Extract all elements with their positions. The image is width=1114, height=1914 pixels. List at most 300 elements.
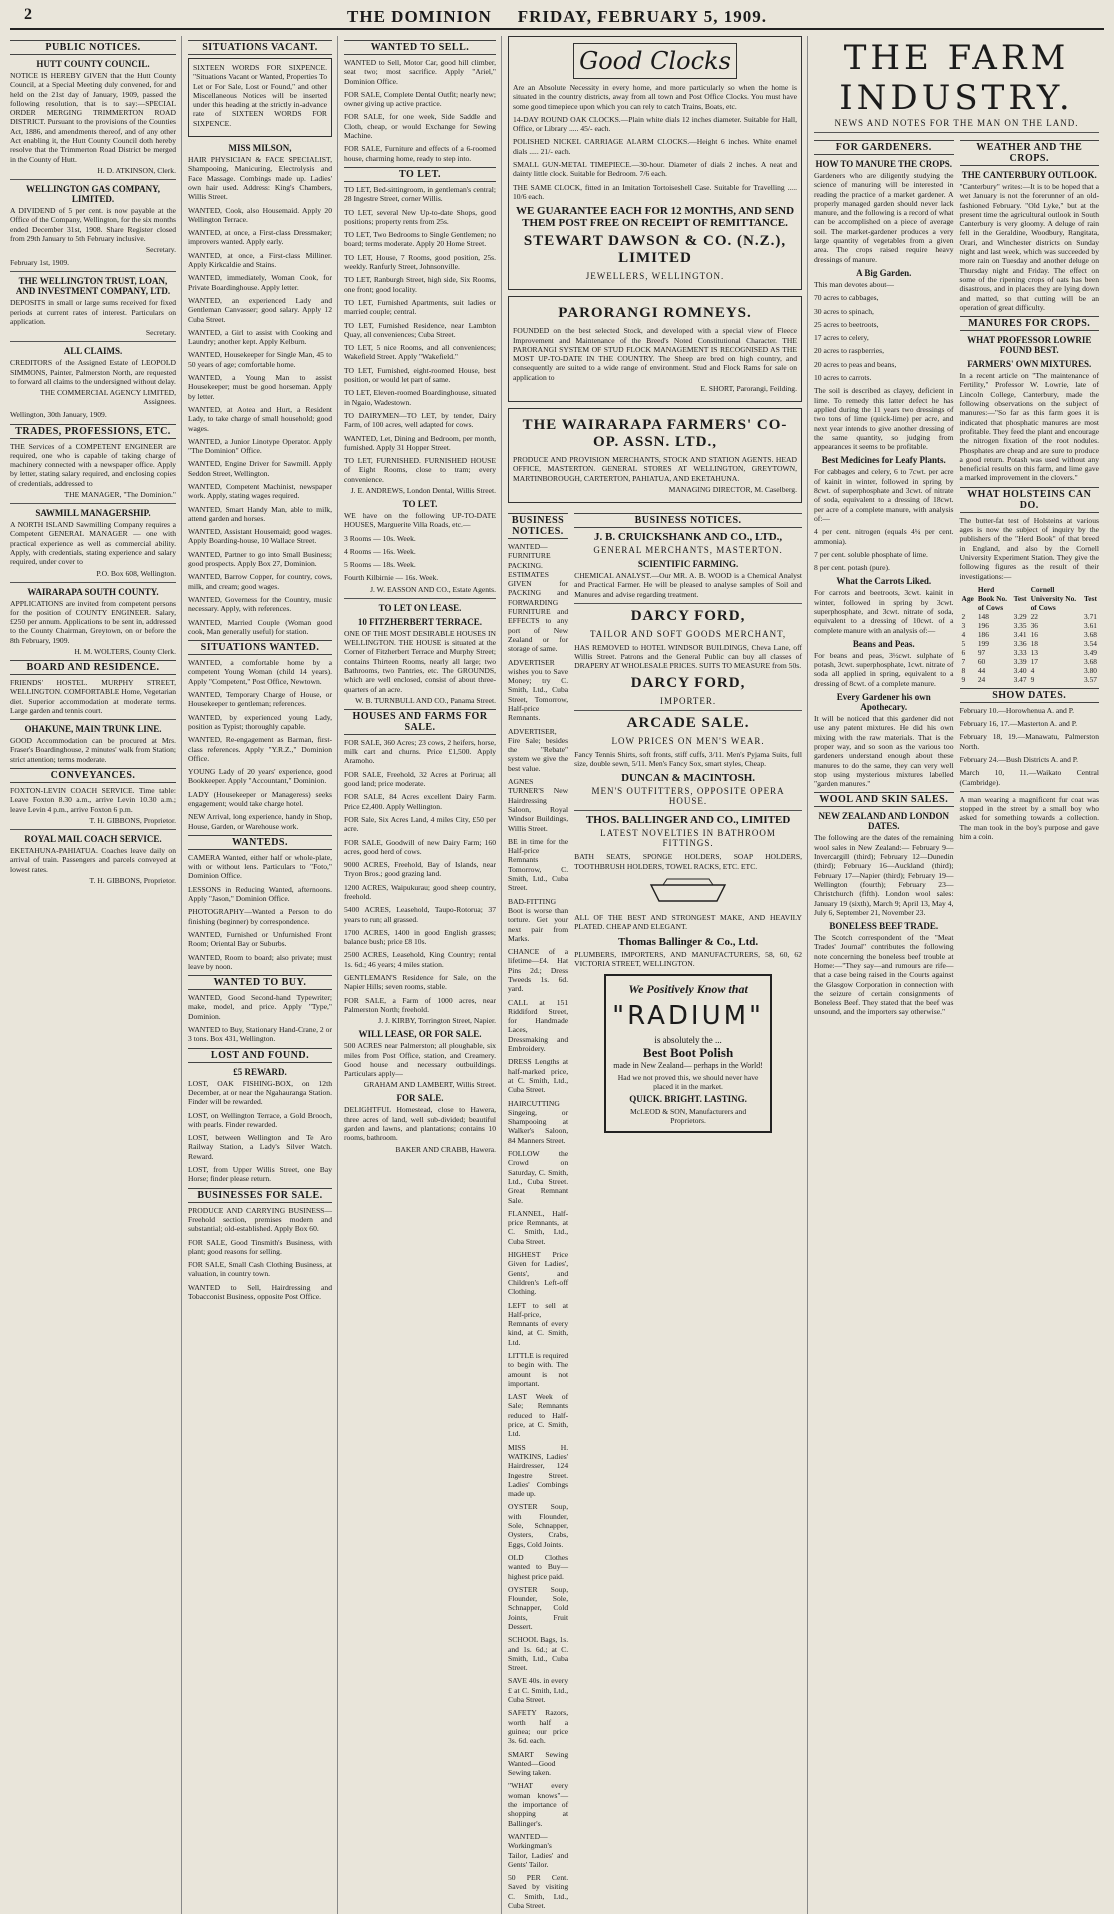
notice-signature: T. H. GIBBONS, Proprietor. [89, 875, 176, 885]
houses-list [344, 534, 496, 583]
bath-fitting-icon [643, 875, 733, 909]
table-cell: 22 [1030, 611, 1038, 621]
section-heading: BUSINESSES FOR SALE. [188, 1188, 332, 1203]
classified-ad: LADY (Housekeeper or Manageress) seeks engagement; would take charge hotel. [188, 789, 332, 808]
classified-ad: WANTED, Barrow Copper, for country, cows, milk, and cream; good wages. [188, 572, 332, 591]
column-property [344, 36, 502, 1914]
classified-ad: TO LET, Furnished Residence, near Lambton Quay, all conveniences; Cuba Street. [344, 320, 496, 339]
classified-ad: FOR SALE, Good Tinsmith's Business, with plant; good reasons for selling. [188, 1237, 332, 1256]
list-item: POLISHED NICKEL CARRIAGE ALARM CLOCKS.—Height 6 inches. White enamel dials ..... 21/- each. [513, 137, 797, 156]
table-cell: 7 [961, 656, 966, 666]
ad-text: HAIR PHYSICIAN & FACE SPECIALIST, Shampooing, Manicuring, Electrolysis and Face Massage. Combings made up. Ladies' own hair used. Address: King's Chambers, Willis Street. [188, 155, 332, 202]
notice-text: NOTICE IS HEREBY GIVEN that the Hutt County Council, at a Special Meeting duly convened, for and held on the 21st day of January, 1909, passed the following resolution, that is to say:—SPECIAL ORDER MERGING TRIMMERTON ROAD DISTRICT. Pursuant to the provisions of the Counties Act, 1886, and amendments thereof, and of any other Act enabling it, the Hutt County Council doth hereby resolve that the Trimmerton Road District be merged in the County of Hutt. [10, 71, 176, 164]
ad-title: TO LET. [402, 498, 438, 509]
list-item: 25 acres to beetroots, [814, 319, 879, 329]
classified-ad: PHOTOGRAPHY—Wanted a Person to do finishing (beginner) by correspondence. [188, 907, 332, 926]
duncan-heading: DUNCAN & MACINTOSH. [621, 772, 756, 785]
business-notice: OLD Clothes wanted to Buy—highest price paid. [508, 1552, 569, 1581]
table-cell: 196 [977, 620, 989, 630]
duncan-sub: MEN'S OUTFITTERS, OPPOSITE OPERA HOUSE. [591, 786, 785, 807]
notice-signature: THE MANAGER, "The Dominion." [64, 490, 176, 500]
notice-text: A NORTH ISLAND Sawmilling Company requires a Competent GENERAL MANAGER — one with practical experience as well as commercial ability. Apply, with credentials, stating experience and salary required, under cover to [10, 520, 176, 567]
reward-heading: £5 REWARD. [233, 1066, 287, 1077]
classified-ad: TO LET, Eleven-roomed Boardinghouse, situated in Ngaio, Wadestown. [344, 388, 496, 407]
section-heading: BUSINESS NOTICES. [574, 513, 802, 528]
notice-signature: H. D. ATKINSON, Clerk. [97, 165, 176, 175]
article-text: In a recent article on "The maintenance of Fertility," Professor W. Lowrie, late of Lincoln College, Canterbury, made the following observations on the subject of manures:—"So far as this farm goes it is indicated that phosphatic manures are most profitable. They feed the plant and encourage the nitrogen fixation of the root nodules. Phosphates are cheap and are sure to produce a good return. Potash was used without any beneficial results on this farm, and lime gave a marked improvement in the clovers." [959, 371, 1099, 483]
cruickshank-heading: J. B. CRUICKSHANK AND CO., LTD., [593, 530, 783, 543]
table-header-cell: Cornell University No. of Cows [1030, 584, 1077, 612]
classified-ad: LOST, OAK FISHING-BOX, on 12th December, at or near the Ngahauranga Station. Finder will be rewarded. [188, 1078, 332, 1107]
classified-ad: TO LET, House, 7 Rooms, good position, 25s. weekly. Ranfurly Street, Johnsonville. [344, 252, 496, 272]
ad-signature: J. E. ANDREWS, London Dental, Willis Street. [350, 485, 496, 495]
classified-ad: FOR SALE, Complete Dental Outfit; nearly new; owner giving up active practice. [344, 89, 496, 109]
notice-text: CREDITORS of the Assigned Estate of LEOPOLD SIMMONS, Painter, Palmerston North, are requested to forward all claims to the undersigned without delay. [10, 358, 176, 386]
classified-ad: WANTED, Engine Driver for Sawmill. Apply Seddon Street, Wellington. [188, 459, 332, 478]
scientific-heading: SCIENTIFIC FARMING. [637, 558, 739, 569]
classified-ad: WANTED to Buy, Stationary Hand-Crane, 2 or 3 tons. Box 431, Wellington. [188, 1025, 332, 1044]
notice-date: February 1st, 1909. [10, 258, 70, 268]
table-cell: 3.41 [1013, 629, 1027, 639]
article-title: HOW TO MANURE THE CROPS. [815, 159, 953, 169]
list-item: 30 acres to spinach, [814, 306, 874, 316]
business-notice: CHANCE of a lifetime—£4. Hat Pins 2d.; Dress Tweeds 1s. 6d. yard. [508, 947, 569, 994]
classified-ad: WANTED, Room to board; also private; must leave by noon. [188, 952, 332, 971]
classified-ad: FOR Sale, Six Acres Land, 4 miles City, £50 per acre. [344, 814, 496, 834]
table-header-cell: Age [961, 593, 974, 603]
column-situations [188, 36, 338, 1914]
classified-ad: WANTED, Let, Dining and Bedroom, per month, furnished. Apply 31 Hopper Street. [344, 433, 496, 452]
classified-ad: WANTED, Cook, also Housemaid. Apply 20 Wellington Terrace. [188, 205, 332, 224]
article-subhead: Best Medicines for Leafy Plants. [821, 455, 946, 466]
business-notice: SCHOOL Bags, 1s. and 1s. 6d.; at C. Smith, Ltd., Cuba Street. [508, 1635, 569, 1673]
list-item: 70 acres to cabbages, [814, 293, 879, 303]
list-item: February 16, 17.—Masterton A. and P. [959, 719, 1077, 729]
notice-signature: T. H. GIBBONS, Proprietor. [89, 815, 176, 825]
table-cell: 24 [977, 674, 986, 684]
table-cell: 8 [961, 665, 966, 675]
business-notices-list [508, 542, 568, 1910]
classified-ad: TO LET, Ranburgh Street, high side, Six Rooms, one front; good locality. [344, 275, 496, 294]
issue-date: FRIDAY, FEBRUARY 5, 1909. [517, 7, 767, 26]
classified-ad: WANTED, Good Second-hand Typewriter; make, model, and price. Apply "Type," Dominion. [188, 993, 332, 1021]
table-cell: 3 [961, 620, 966, 630]
business-notices-area [508, 509, 802, 1914]
table-cell: 44 [977, 665, 986, 675]
section-heading: PUBLIC NOTICES. [10, 40, 176, 55]
arcade-sub: LOW PRICES ON MEN'S WEAR. [611, 735, 765, 746]
classified-ad: TO LET, Two Bedrooms to Single Gentlemen; no board; terms moderate. Apply 20 Home Street. [344, 230, 496, 249]
list-item: 7 per cent. soluble phosphate of lime. [814, 549, 928, 559]
darcy-heading-2: DARCY FORD, [630, 674, 746, 691]
table-cell: 199 [977, 638, 989, 648]
rates-box [188, 58, 332, 137]
notice-text: GOOD Accommodation can be procured at Mrs. Fraser's Boardinghouse, 2 minutes' walk from Station; strict attention; terms moderate. [10, 736, 176, 764]
ballinger-sub: LATEST NOVELTIES IN BATHROOM FITTINGS. [600, 828, 776, 849]
classified-ad: 9000 ACRES, Freehold, Bay of Islands, near Tryon Bros.; good grazing land. [344, 860, 496, 879]
parorangi-ad [508, 296, 802, 402]
table-row [960, 630, 1100, 639]
table-cell: 3.54 [1084, 638, 1097, 648]
classified-ad: GENTLEMAN'S Residence for Sale, on the Napier Hills; seven rooms, stable. [344, 973, 496, 992]
table-header-cell: Herd Book No. of Cows [977, 584, 1007, 612]
notice-signature: THE COMMERCIAL AGENCY LIMITED, Assignees. [40, 388, 176, 407]
radium-word: "RADIUM" [612, 1001, 764, 1032]
to-let-list [344, 185, 496, 484]
business-notice: AGNES TURNER'S New Hairdressing Saloon, Royal Windsor Buildings, Willis Street. [508, 777, 569, 833]
table-cell: 3.36 [1013, 638, 1027, 648]
classified-ad: FOR SALE, 360 Acres; 23 cows, 2 heifers, horse, milk cart and churns. Price £1,500. Apply Aramoho. [344, 737, 496, 766]
article-text: It will be noticed that this gardener did not use any patent mixtures. He did his own mixing with the raw materials. That is the proper way, and so soon as the various too gardeners understand enough about these manures to do the same, they can very well stop using mysterious mixtures labelled "garden manures." [814, 714, 954, 789]
page-number: 2 [24, 6, 33, 23]
list-item: 20 acres to peas and beans, [814, 359, 897, 369]
classified-ad: FOR SALE, 84 Acres excellent Dairy Farm. Price £2,400. Apply Wellington. [344, 792, 496, 811]
notice-title: HUTT COUNTY COUNCIL. [36, 59, 150, 69]
list-item: 4 Rooms — 16s. Week. [344, 546, 416, 556]
business-notice: ADVERTISER, Fire Sale; besides the "Rebate" system we give the best value. [508, 726, 569, 773]
section-heading: MANURES FOR CROPS. [960, 316, 1100, 331]
arcade-heading: ARCADE SALE. [626, 714, 750, 731]
classified-ad: WANTED, at once, a First-class Dressmaker; improvers wanted. Apply early. [188, 228, 332, 247]
classified-ad: WANTED, Housekeeper for Single Man, 45 to 50 years of age; comfortable home. [188, 350, 332, 369]
table-cell: 3.71 [1084, 611, 1097, 621]
business-notice: BE in time for the Half-price Remnants Tomorrow, C. Smith, Ltd., Cuba Street. [508, 836, 569, 893]
wairarapa-farmers-ad [508, 408, 802, 503]
classified-ad: 5400 ACRES, Leasehold, Taupo-Rotorua; 37 years to run; all grassed. [344, 905, 496, 924]
business-notice: BAD-FITTING Boot is worse than torture. Get your next pair from Marks. [508, 896, 569, 943]
classified-ad: CAMERA Wanted, either half or whole-plate, with or without lens. Particulars to "Foto," Dominion Office. [188, 852, 332, 881]
table-row [960, 666, 1100, 675]
business-notice: LEFT to sell at Half-price, Remnants of every kind, at C. Smith, Ltd. [508, 1300, 569, 1347]
classified-ad: WANTED, at once, a First-class Milliner. Apply Kirkcaldie and Stains. [188, 250, 332, 270]
section-heading: WANTED TO BUY. [188, 975, 332, 990]
table-cell: 3.49 [1084, 647, 1097, 657]
list-item: Fourth Kilbirnie — 16s. Week. [344, 573, 439, 583]
list-item: SMALL GUN-METAL TIMEPIECE.—30-hour. Diameter of dials 2 inches. A neat and dainty little clock. Suitable for Bedroom. 7/6 each. [513, 160, 797, 179]
business-notice: MISS H. WATKINS, Ladies' Hairdresser, 124 Ingestre Street. Ladies' Combings made up. [508, 1442, 569, 1499]
business-notices-right [574, 509, 802, 1914]
list-item: 3 Rooms — 10s. Week. [344, 533, 416, 543]
classified-ad: TO LET, several New Up-to-date Shops, good positions; property rents from 25s. [344, 207, 496, 226]
table-header-cell: Test [1084, 593, 1097, 603]
show-dates-list [960, 706, 1100, 787]
classified-ad: WANTED, Governess for the Country, music necessary. Apply, with references. [188, 594, 332, 614]
table-cell: 186 [977, 629, 989, 639]
notice-signature: Secretary. [145, 245, 176, 255]
list-item: 5 Rooms — 18s. Week. [344, 560, 416, 570]
classified-ad: WANTED, at Aotea and Hurt, a Resident Lady, to take charge of small household; good wages. [188, 404, 332, 433]
article-subhead: What the Carrots Liked. [836, 576, 932, 587]
farm-columns [814, 136, 1099, 1021]
wairarapa-heading: THE WAIRARAPA FARMERS' CO-OP. ASSN. LTD., [522, 417, 788, 451]
table-cell: 3.61 [1084, 620, 1097, 630]
table-cell: 60 [977, 656, 986, 666]
classified-ad: PRODUCE AND CARRYING BUSINESS—Freehold section, premises modern and substantial; old-established. Apply Box 60. [188, 1205, 332, 1234]
business-notice: OYSTER Soup, Flounder, Sole, Schnapper, Cold Joints, Fruit Dessert. [508, 1584, 569, 1631]
section-heading: SITUATIONS WANTED. [188, 640, 332, 655]
section-heading: WANTED TO SELL. [344, 40, 496, 55]
table-row [960, 648, 1100, 657]
classified-ad: LOST, on Wellington Terrace, a Gold Brooch, with pearls. Finder rewarded. [188, 1110, 332, 1129]
wanteds-list [188, 853, 332, 971]
business-notice: SMART Sewing Wanted—Good Sewing taken. [508, 1749, 569, 1778]
classified-ad: LOST, between Wellington and Te Aro Railway Station, a Lady's Silver Watch. Reward. [188, 1133, 332, 1161]
ad-text: 500 ACRES near Palmerston; all ploughable, six miles from Post Office, station, and Creamery. Good house and necessary outbuildings. Particulars apply— [344, 1041, 496, 1079]
table-row [960, 657, 1100, 666]
table-cell: 3.40 [1013, 665, 1027, 675]
radium-maker: McLEOD & SON, Manufacturers and Proprietors. [629, 1107, 747, 1126]
classified-ad: NEW Arrival, long experience, handy in Shop, House, Garden, or Warehouse work. [188, 812, 332, 831]
table-cell: 3.68 [1084, 656, 1097, 666]
classified-ad: WANTED, a Junior Linotype Operator. Apply "The Dominion" Office. [188, 436, 332, 456]
classified-ad: TO LET, Bed-sittingroom, in gentleman's central; 28 Ingestre Street, corner Willis. [344, 184, 496, 204]
article-subhead: A Big Garden. [856, 267, 912, 278]
table-cell: 97 [977, 647, 986, 657]
table-cell: 9 [961, 674, 966, 684]
table-row [960, 639, 1100, 648]
table-cell: 3.35 [1013, 620, 1027, 630]
arcade-text: Fancy Tennis Shirts, soft fronts, stiff cuffs, 3/11. Men's Pyjama Suits, full size, double sewn, 5/11. Men's Fancy Sox, smart styles, Cheap. [574, 749, 802, 769]
classified-ad: FOR SALE, a Farm of 1000 acres, near Palmerston North; freehold. [344, 995, 496, 1014]
business-notice: DRESS Lengths at half-marked price, at C. Smith, Ltd., Cuba Street. [508, 1057, 569, 1095]
table-cell: 5 [961, 638, 966, 648]
business-notice: ADVERTISER wishes you to Save Money; try C. Smith, Ltd., Cuba Street, Tomorrow, Half-price Remnants. [508, 657, 569, 723]
section-heading: SHOW DATES. [960, 688, 1100, 703]
classified-ad: WANTED, Married Couple (Woman good cook, Man generally useful) for station. [188, 617, 332, 636]
radium-ad [604, 974, 772, 1133]
column-farm-industry [814, 36, 1104, 1914]
ad-signature: J. W. EASSON AND CO., Estate Agents. [370, 584, 496, 594]
list-item: February 10.—Horowhenua A. and P. [959, 705, 1075, 715]
classified-ad: WANTED, an experienced Lady and Gentleman Canvasser; good salary. Apply 12 Cuba Street. [188, 295, 332, 324]
ballinger-text: ALL OF THE BEST AND STRONGEST MAKE, AND HEAVILY PLATED. CHEAP AND ELEGANT. [574, 912, 802, 932]
notice-signature: P.O. Box 608, Wellington. [96, 568, 176, 578]
list-item: 4 per cent. nitrogen (equals 4¼ per cent. ammonia). [814, 527, 954, 546]
chemical-text: CHEMICAL ANALYST.—Our MR. A. B. WOOD is a Chemical Analyst and Practical Farmer. He will be pleased to analyse samples of Soil and Manures and advise regarding treatment. [574, 570, 802, 599]
notice-text: THE Services of a COMPETENT ENGINEER are required, one who is capable of taking charge of machinery connected with a newspaper office. Apply by letter, stating salary required, and enclosing copies of credentials, addressed to [10, 441, 176, 488]
notice-text: DEPOSITS in small or large sums received for fixed periods at current rates of interest. Particulars on application. [10, 298, 176, 327]
darcy-text: HAS REMOVED to HOTEL WINDSOR BUILDINGS, Cheva Lane, off Willis Street. Patrons and the General Public can buy all classes of DRAPERY AT WHOLESALE PRICES. SUITS TO MEASURE from 50s. [574, 642, 802, 671]
ad-title: WILL LEASE, OR FOR SALE. [358, 1029, 482, 1040]
section-heading: CONVEYANCES. [10, 768, 176, 783]
clocks-ad [508, 36, 802, 290]
ad-text: WE have on the following UP-TO-DATE HOUSES, Marguerite Villa Roads, etc.— [344, 510, 496, 530]
business-notice: WANTED—FURNITURE PACKING. ESTIMATES GIVEN for PACKING and FORWARDING FURNITURE and EFFECTS to any port of New Zealand or for storage of same. [508, 541, 569, 654]
section-heading: TRADES, PROFESSIONS, ETC. [10, 424, 176, 439]
article-text: A man wearing a magnificent fur coat was stopped in the street by a small boy who asked for something towards a collection. The man took in the boy's purpose and gave him a coin. [959, 794, 1099, 842]
classified-ad: WANTED, Competent Machinist, newspaper work. Apply, stating wages required. [188, 481, 332, 501]
classified-ad: FOR SALE, Furniture and effects of a 6-roomed house, charming home, ready to step into. [344, 144, 496, 163]
parorangi-heading: PARORANGI ROMNEYS. [558, 305, 752, 322]
notice-title: OHAKUNE, MAIN TRUNK LINE. [24, 724, 162, 735]
classified-ad: FOR SALE, Freehold, 32 Acres at Porirua; all good land; price moderate. [344, 769, 496, 789]
notice-text: A DIVIDEND of 5 per cent. is now payable at the Office of the Company, Wellington, for the six months ended December 31st, 1908. Share Register closed from 29th January to 5th February inclusive. [10, 205, 176, 243]
wanted-to-buy-list [188, 993, 332, 1043]
classified-ad: 2500 ACRES, Leasehold, King Country; rental 1s. 6d.; 46 years; 4 miles station. [344, 950, 496, 969]
article-text: For carrots and beetroots, 3cwt. kainit in winter, followed in spring by 3cwt. superphosphate, and 3cwt. nitrate of soda, equivalent to a dressing of 10cwt. of a complete manure with an analysis of:— [814, 588, 954, 635]
classified-ad: LESSONS in Reducing Wanted, afternoons. Apply "Jason," Dominion Office. [188, 884, 332, 904]
business-notice: WANTED—Workingman's Tailor, Ladies' and Gents' Tailor. [508, 1831, 569, 1869]
column-display-ads [508, 36, 808, 1914]
radium-is: is absolutely the ... [654, 1035, 722, 1046]
notice-date: Wellington, 30th January, 1909. [10, 410, 107, 420]
ad-text: ONE OF THE MOST DESIRABLE HOUSES IN WELLINGTON. THE HOUSE is situated at the Corner of Fitzherbert Terrace and Murphy Street; contains Thirteen Rooms, nearly all large; two Bathrooms, two Pantries, etc. The GROUNDS, which are well enclosed, consist of about three-quarters of an acre. [344, 628, 496, 694]
classified-ad: FOR SALE, Small Cash Clothing Business, at valuation, in country town. [188, 1260, 332, 1279]
stewart-dawson-sub: JEWELLERS, WELLINGTON. [585, 271, 725, 282]
table-cell: 17 [1030, 656, 1038, 666]
business-notice: FLANNEL, Half-price Remnants, at C. Smith, Ltd., Cuba Street. [508, 1208, 569, 1246]
classified-ad: TO LET, Furnished, eight-roomed House, best position, or would let part of same. [344, 365, 496, 385]
classified-ad: WANTED to Sell, Hairdressing and Tobacconist Business, opposite Post Office. [188, 1282, 332, 1301]
farm-right [960, 136, 1100, 1021]
article-subhead: FARMERS' OWN MIXTURES. [967, 359, 1092, 370]
classified-ad: WANTED, a comfortable home by a competent Young Woman (child 14 years). Apply "Competent," Post Office, Newtown. [188, 658, 332, 686]
classified-ad: WANTED, Assistant Housemaid; good wages. Apply Boarding-house, 10 Wallace Street. [188, 527, 332, 546]
cruickshank-sub: GENERAL MERCHANTS, MASTERTON. [593, 544, 783, 555]
lost-found-list [188, 1079, 332, 1184]
section-heading: BOARD AND RESIDENCE. [10, 660, 176, 675]
ballinger-heading: THOS. BALLINGER AND CO., LIMITED [585, 814, 791, 827]
classified-ad: WANTED, Temporary Charge of House, or Housekeeper to gentleman; references. [188, 690, 332, 709]
notice-title: WAIRARAPA SOUTH COUNTY. [27, 586, 159, 597]
business-notice: CALL at 151 Riddiford Street, for Handmade Laces, Dressmaking and Embroidery. [508, 997, 569, 1054]
ad-text: DELIGHTFUL Homestead, close to Hawera, three acres of land, well sub-divided; beautiful garden and lawns, and plantations; contains 10 rooms, bathroom. [344, 1105, 496, 1143]
table-header-row [960, 585, 1100, 612]
section-heading: WOOL AND SKIN SALES. [814, 792, 954, 807]
list-item: 10 acres to carrots. [814, 373, 872, 383]
darcy-sub: TAILOR AND SOFT GOODS MERCHANT, [589, 628, 787, 639]
table-cell: 18 [1030, 638, 1038, 648]
article-subhead: NEW ZEALAND AND LONDON DATES. [818, 811, 950, 832]
clocks-guarantee: WE GUARANTEE EACH FOR 12 MONTHS, AND SEND THEM POST FREE ON RECEIPT OF REMITTANCE. [515, 205, 795, 230]
ad-signature: BAKER AND CRABB, Hawera. [395, 1144, 496, 1154]
business-notice: OYSTER Soup, with Flounder, Sole, Schnapper, Oysters, Crabs, Eggs, Cold Joints. [508, 1502, 569, 1549]
classified-ad: FOR SALE, for one week, Side Saddle and Cloth, cheap, or would Exchange for Sewing Machine. [344, 112, 496, 141]
classified-ad: WANTED, Smart Handy Man, able to milk, attend garden and horses. [188, 504, 332, 523]
table-cell: 3.47 [1013, 674, 1027, 684]
classified-ad: WANTED, Re-engagement as Barman, first-class references. Apply "Y.R.Z.," Dominion Office. [188, 735, 332, 763]
wairarapa-signature: MANAGING DIRECTOR, M. Caselberg. [668, 484, 797, 494]
list-item: 14-DAY ROUND OAK CLOCKS.—Plain white dials 12 inches diameter. Suitable for Hall, Office, or Library ..... 45/- each. [513, 114, 797, 134]
clocks-heading: Good Clocks [573, 43, 737, 79]
list-item: 8 per cent. potash (pure). [814, 563, 890, 573]
notice-title: THE WELLINGTON TRUST, LOAN, AND INVESTMENT COMPANY, LTD. [15, 276, 171, 297]
article-subhead: Beans and Peas. [852, 638, 915, 649]
classified-ad: WANTED to Sell, Motor Car, good hill climber, seat two; most sacrifice. Apply "Ariel," Dominion Office. [344, 58, 496, 86]
wanted-to-sell-list [344, 58, 496, 163]
section-heading: SITUATIONS VACANT. [188, 40, 332, 55]
section-heading: TO LET. [344, 167, 496, 182]
list-item: 17 acres to celery, [814, 333, 869, 343]
leafy-list [814, 527, 954, 572]
ballinger-address: PLUMBERS, IMPORTERS, AND MANUFACTURERS, 58, 60, 62 VICTORIA STREET, WELLINGTON. [574, 949, 802, 968]
farm-industry-title: THE FARM INDUSTRY. [839, 38, 1074, 118]
table-cell: 3.33 [1013, 647, 1027, 657]
table-cell: 16 [1030, 629, 1038, 639]
section-heading: WEATHER AND THE CROPS. [960, 140, 1100, 166]
article-text: The Scotch correspondent of the "Meat Trades' Journal" contributes the following note concerning the boneless beef trouble at Home:—"They say—and rumours are rife—that a case being raised in the Courts against the Glasgow Corporation in connection with the seizure of certain consignments of Boneless Beef. They stated that the beef was unsound, and the importers say otherwise." [814, 933, 954, 1017]
business-notice: SAVE 40s. in every £ at C. Smith, Ltd., Cuba Street. [508, 1676, 569, 1705]
notice-signature: Secretary. [145, 328, 176, 338]
notice-title: WELLINGTON GAS COMPANY, LIMITED. [25, 183, 161, 204]
notice-text: APPLICATIONS are invited from competent persons for the position of COUNTY ENGINEER. Salary, £250 per annum. Applications to be sent in, addressed to the County Chairman, Greytown, on or before the 8th February, 1909. [10, 598, 176, 645]
article-text: For cabbages and celery, 6 to 7cwt. per acre of kainit in winter, followed in spring by 8cwt. of superphosphate and 3cwt. of nitrate of soda, equivalent to a dressing of 18cwt. per acre of a complete manure, with analysis of:— [814, 467, 954, 523]
stewart-dawson: STEWART DAWSON & CO. (N.Z.), LIMITED [523, 233, 787, 267]
table-cell: 4 [961, 629, 966, 639]
article-text: Gardeners who are diligently studying the science of manuring will be interested in reading the practice of a market gardener. A properly managed garden should never lack manure, and the following is a record of what can be accomplished on a piece of average soil. The market-gardener produces a very large quantity of vegetables from a given area. The crops raised require heavy dressings of manure. [814, 171, 954, 264]
ad-signature: W. B. TURNBULL AND CO., Panama Street. [355, 695, 496, 705]
section-heading: WHAT HOLSTEINS CAN DO. [960, 487, 1100, 513]
clocks-list [513, 115, 797, 201]
business-notice: HAIRCUTTING Singeing, or Shampooing at Walker's Saloon, 84 Manners Street. [508, 1098, 569, 1145]
farm-industry-subtitle: NEWS AND NOTES FOR THE MAN ON THE LAND. [834, 118, 1079, 128]
ad-title: TO LET ON LEASE. [378, 602, 462, 613]
article-text: The soil is described as clayey, deficient in lime. To remedy this latter defect he has applied during the 11 years two dressings of two tons of lime (quick-lime) per acre, and next year intends to give another dressing of the same quantity, so judging from appearances it seems to be profitable. [814, 386, 954, 452]
houses-farms-list [344, 738, 496, 1014]
classified-ad: WANTED, by experienced young Lady, position as Typist; thoroughly capable. [188, 712, 332, 731]
notice-title: ALL CLAIMS. [63, 346, 123, 357]
business-notices-left [508, 509, 568, 1914]
article-text: "Canterbury" writes:—It is to be hoped that a wet January is not the forerunner of an old-fashioned February. "Old Lyke," but at the present time the agricultural outlook in South Canterbury is very gloomy. A deluge of rain fell in the Geraldine, Woodbury, Rangitata, Orari, and Winchester districts on Sunday night and last week, which was succeeded by more rain on Tuesday and another deluge on Thursday night and Friday. The effect on some of the ripening crops of oats has been disastrous, and in places they are lying down and matted, so that cutting will be an operation of great difficulty. [959, 182, 1099, 312]
article-text: The following are the dates of the remaining wool sales in New Zealand:— February 9—Invercargill (third); February 12—Dunedin (third); February 16—Auckland (third); February 17—Napier (third); February 19—Wellington (fourth); February 23—Christchurch (fifth). London wool sales: January 19 (sixth), March 9; April 13, May 4, July 6, September 21, November 23. [814, 833, 954, 917]
newspaper-title: THE DOMINION [347, 7, 492, 26]
radium-proof: Had we not proved this, we should never have placed it in the market. [617, 1073, 759, 1092]
masthead [10, 6, 1104, 30]
list-item: THE SAME CLOCK, fitted in an Imitation Tortoiseshell Case. Suitable for Travelling ..... 10/6 each. [513, 182, 797, 201]
notice-signature: H. M. WOLTERS, County Clerk. [74, 646, 176, 656]
table-row [960, 675, 1100, 684]
table-cell: 3.29 [1013, 611, 1027, 621]
radium-made: made in New Zealand— perhaps in the World! [613, 1061, 763, 1071]
farm-left [814, 136, 954, 1021]
classified-ad: TO LET, Furnished Apartments, suit ladies or married couple; central. [344, 297, 496, 317]
rates-text: SIXTEEN WORDS FOR SIXPENCE. "Situations Vacant or Wanted, Properties To Let or For Sale, Lost or Found," and other Miscellaneous Notices will be inserted under this heading at the strictly in-advance rate of SIXTEEN WORDS FOR SIXPENCE. [193, 63, 327, 128]
article-text: For beans and peas, 3½cwt. sulphate of potash, 3cwt. superphosphate, 1cwt. nitrate of soda all applied in spring, equivalent to a dressing of 8cwt. of a complete manure. [814, 650, 954, 688]
table-cell: 3.68 [1084, 629, 1097, 639]
garden-list [814, 293, 954, 382]
parorangi-signature: E. SHORT, Parorangi, Feilding. [700, 384, 797, 394]
business-notice: "WHAT every woman knows"—the importance of shopping at Ballinger's. [508, 1781, 569, 1828]
ad-subtitle: 10 FITZHERBERT TERRACE. [357, 616, 483, 627]
table-cell: 6 [961, 647, 966, 657]
classified-ad: TO LET, 5 nice Rooms, and all conveniences; Wakefield Street. Apply "Wakefield." [344, 343, 496, 362]
classified-ad: TO LET, FURNISHED. FURNISHED HOUSE of Eight Rooms, close to tram; every convenience. [344, 456, 496, 484]
ballinger-name: Thomas Ballinger & Co., Ltd. [618, 935, 759, 948]
holstein-table [960, 585, 1100, 684]
table-row [960, 621, 1100, 630]
darcy-heading: DARCY FORD, [630, 607, 746, 624]
radium-best: Best Boot Polish [642, 1045, 734, 1061]
classified-ad: WANTED, a Young Man to assist Housekeeper; must be good horseman. Apply by letter. [188, 373, 332, 401]
section-heading: WANTEDS. [188, 835, 332, 850]
classified-ad: WANTED, Partner to go into Small Business; good prospects. Apply Box 27, Dominion. [188, 549, 332, 569]
article-subhead: Every Gardener his own Apothecary. [836, 692, 931, 713]
classified-ad: WANTED, a Girl to assist with Cooking and Laundry; another kept. Apply Kelburn. [188, 327, 332, 347]
radium-tag: QUICK. BRIGHT. LASTING. [629, 1094, 747, 1105]
list-item: February 18, 19.—Manawatu, Palmerston North. [959, 732, 1099, 751]
ad-title: MISS MILSON, [228, 143, 292, 154]
classified-ad: 1200 ACRES, Waipukurau; good sheep country, freehold. [344, 882, 496, 901]
clocks-text: Are an Absolute Necessity in every home, and more particularly so when the home is situated in the country districts, away from all town and Post Office Clocks. You must have some good timepiece upon which you can rely to catch Trains, Boats, etc. [513, 83, 797, 111]
ballinger-list: BATH SEATS, SPONGE HOLDERS, SOAP HOLDERS, TOOTHBRUSH HOLDERS, TOWEL RACKS, ETC. ETC. [574, 852, 802, 871]
list-item: February 24.—Bush Districts A. and P. [959, 754, 1079, 764]
classified-ad: WANTED, immediately, Woman Cook, for Private Boardinghouse. Apply letter. [188, 273, 332, 292]
list-item: March 10, 11.—Waikato Central (Cambridge). [959, 768, 1099, 787]
classified-ad: LOST, from Upper Willis Street, one Bay Horse; finder please return. [188, 1165, 332, 1184]
column-public-notices [10, 36, 182, 1914]
table-cell: 3.57 [1084, 674, 1097, 684]
section-heading: LOST AND FOUND. [188, 1048, 332, 1063]
